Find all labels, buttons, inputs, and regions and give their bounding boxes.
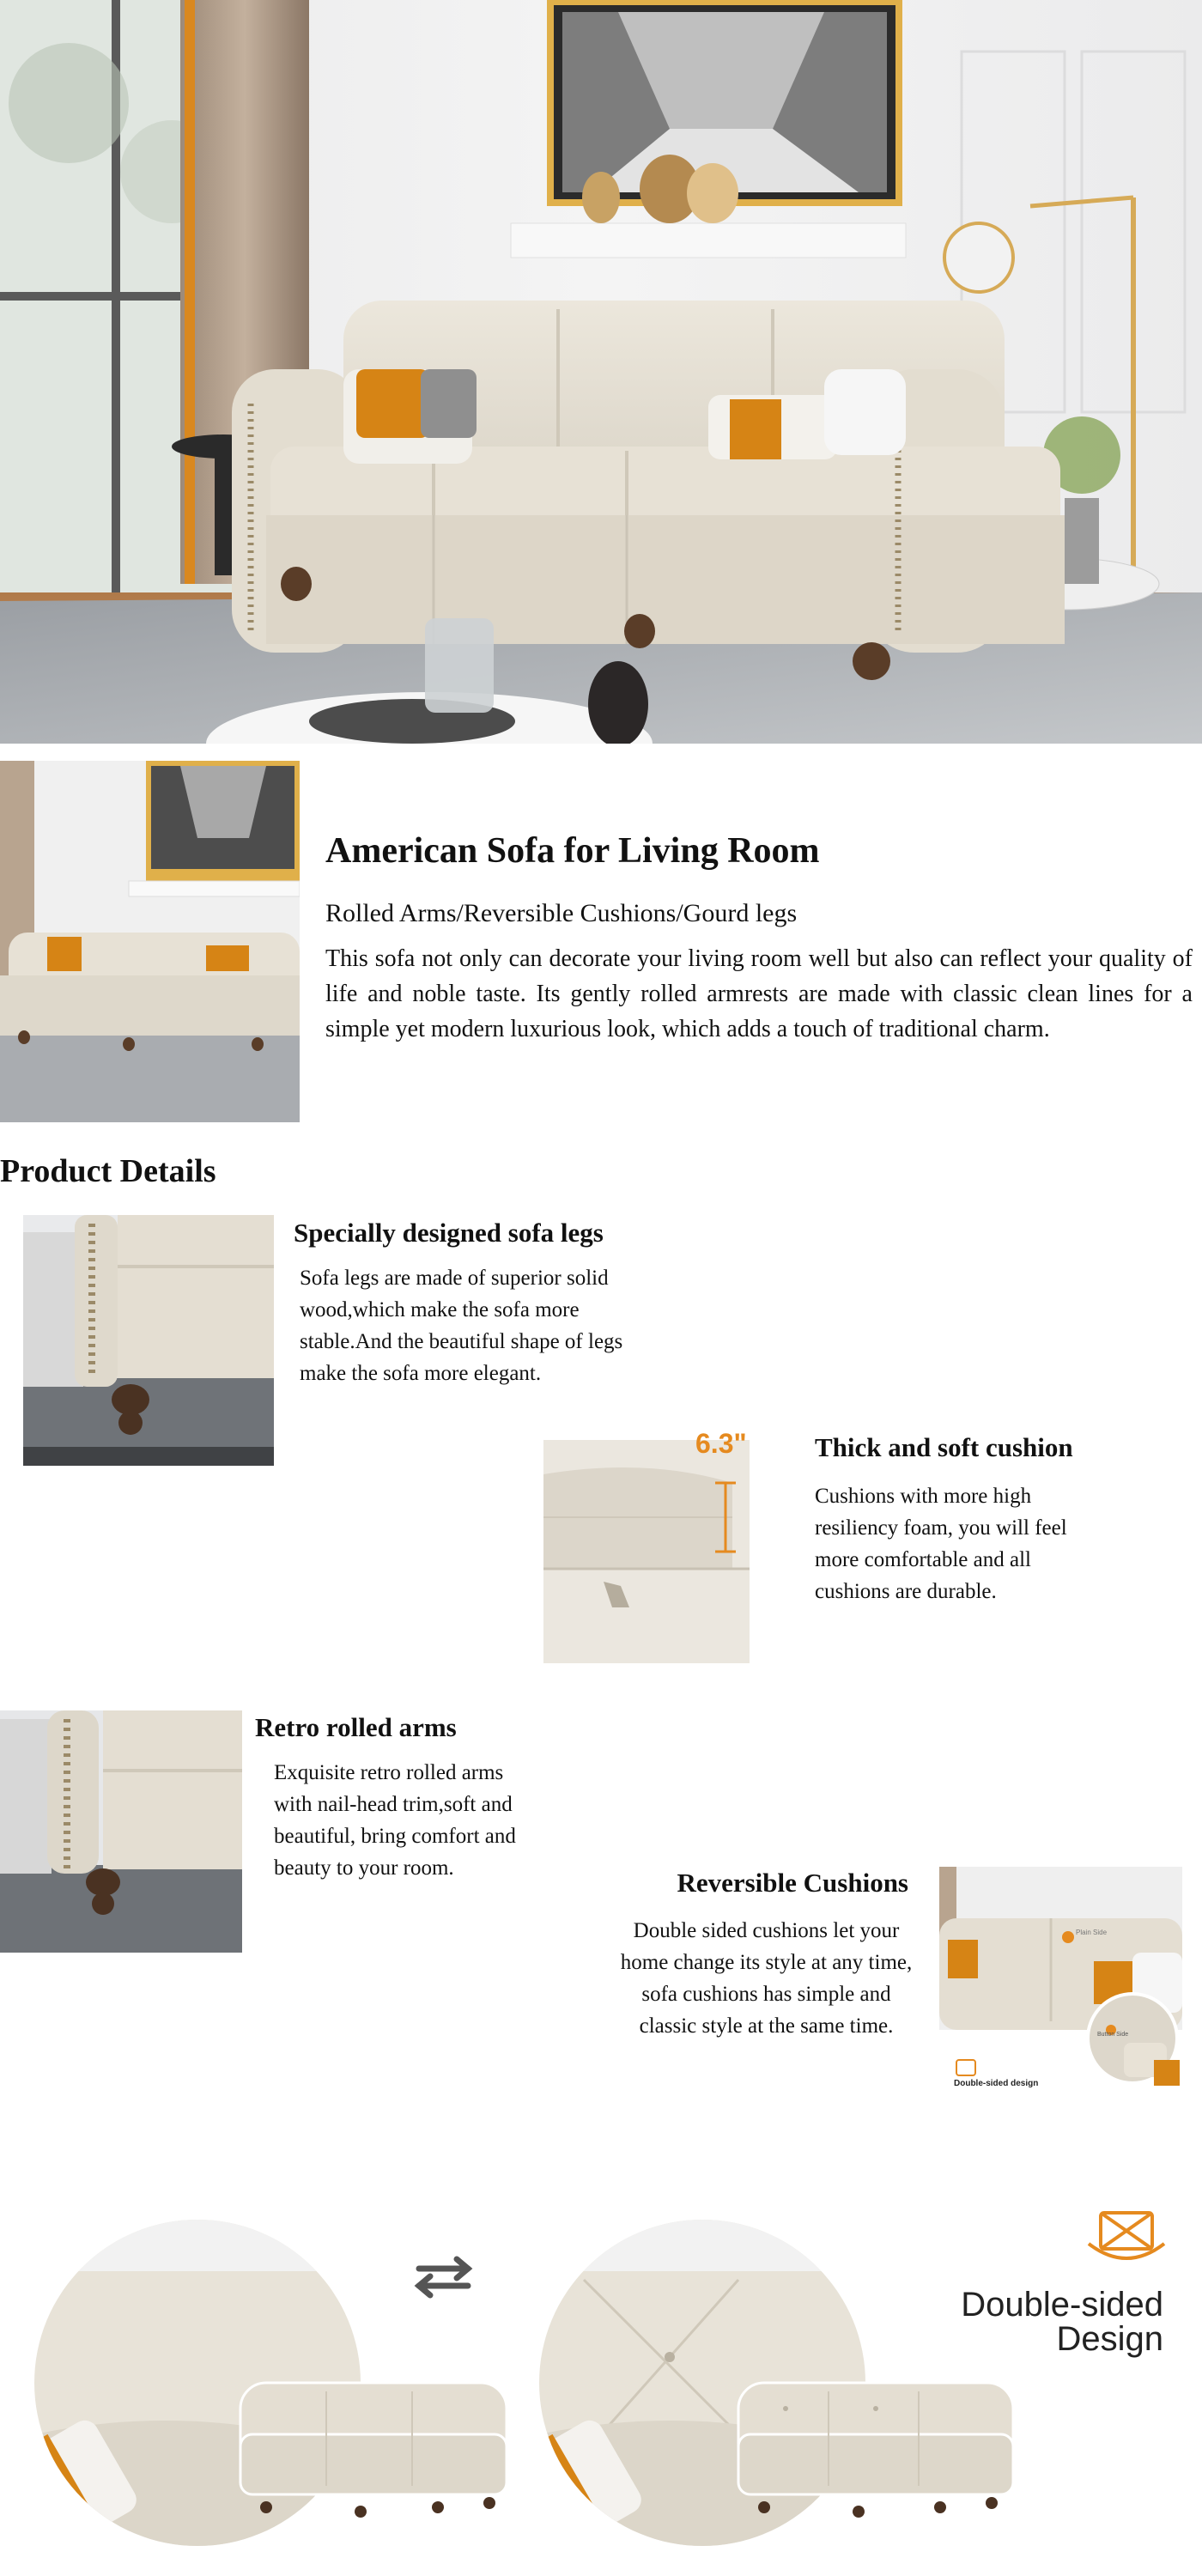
details-heading: Product Details [0,1153,216,1189]
arms-text: Exquisite retro rolled arms with nail-head trim,soft and beautiful, bring comfort and beauty to your room. [274,1761,516,1880]
double-sided-title-line2: Design [1056,2320,1163,2358]
double-sided-title [902,2287,1163,2356]
hero-image [0,0,1202,744]
reversible-image [939,1867,1182,2111]
double-sided-banner [0,2177,1202,2576]
cushion-title: Thick and soft cushion [815,1432,1073,1462]
cushion-size-label: 6.3" [695,1428,747,1459]
legs-image [23,1215,274,1466]
arms-image [0,1710,242,1953]
legs-title: Specially designed sofa legs [294,1218,604,1248]
reversible-caption: Double-sided design [954,2079,1039,2088]
intro-description: This sofa not only can decorate your living room well but also can reflect your quality of life and noble taste. Its gently rolled armrests are made with classic clean lines for a simple yet modern luxurious look, which adds a touch of traditional charm. [325,945,1193,1042]
reversible-title: Reversible Cushions [677,1868,908,1898]
arms-title: Retro rolled arms [255,1712,457,1742]
cushion-text: Cushions with more high resiliency foam, you will feel more comfortable and all cushions are durable. [815,1485,1067,1603]
reversible-plain-label: Plain Side [1076,1929,1108,1936]
double-sided-title-line1: Double-sided [961,2286,1163,2324]
reversible-text: Double sided cushions let your home change its style at any time, sofa cushions has simple and classic style at the same time. [620,1919,913,2038]
intro-image [0,761,300,1122]
legs-text: Sofa legs are made of superior solid wood,which make the sofa more stable.And the beautiful shape of legs make the sofa more elegant. [300,1267,623,1385]
intro-subtitle: Rolled Arms/Reversible Cushions/Gourd legs [325,899,798,927]
intro-title: American Sofa for Living Room [325,831,820,871]
reversible-button-label: Button Side [1097,2032,1129,2038]
